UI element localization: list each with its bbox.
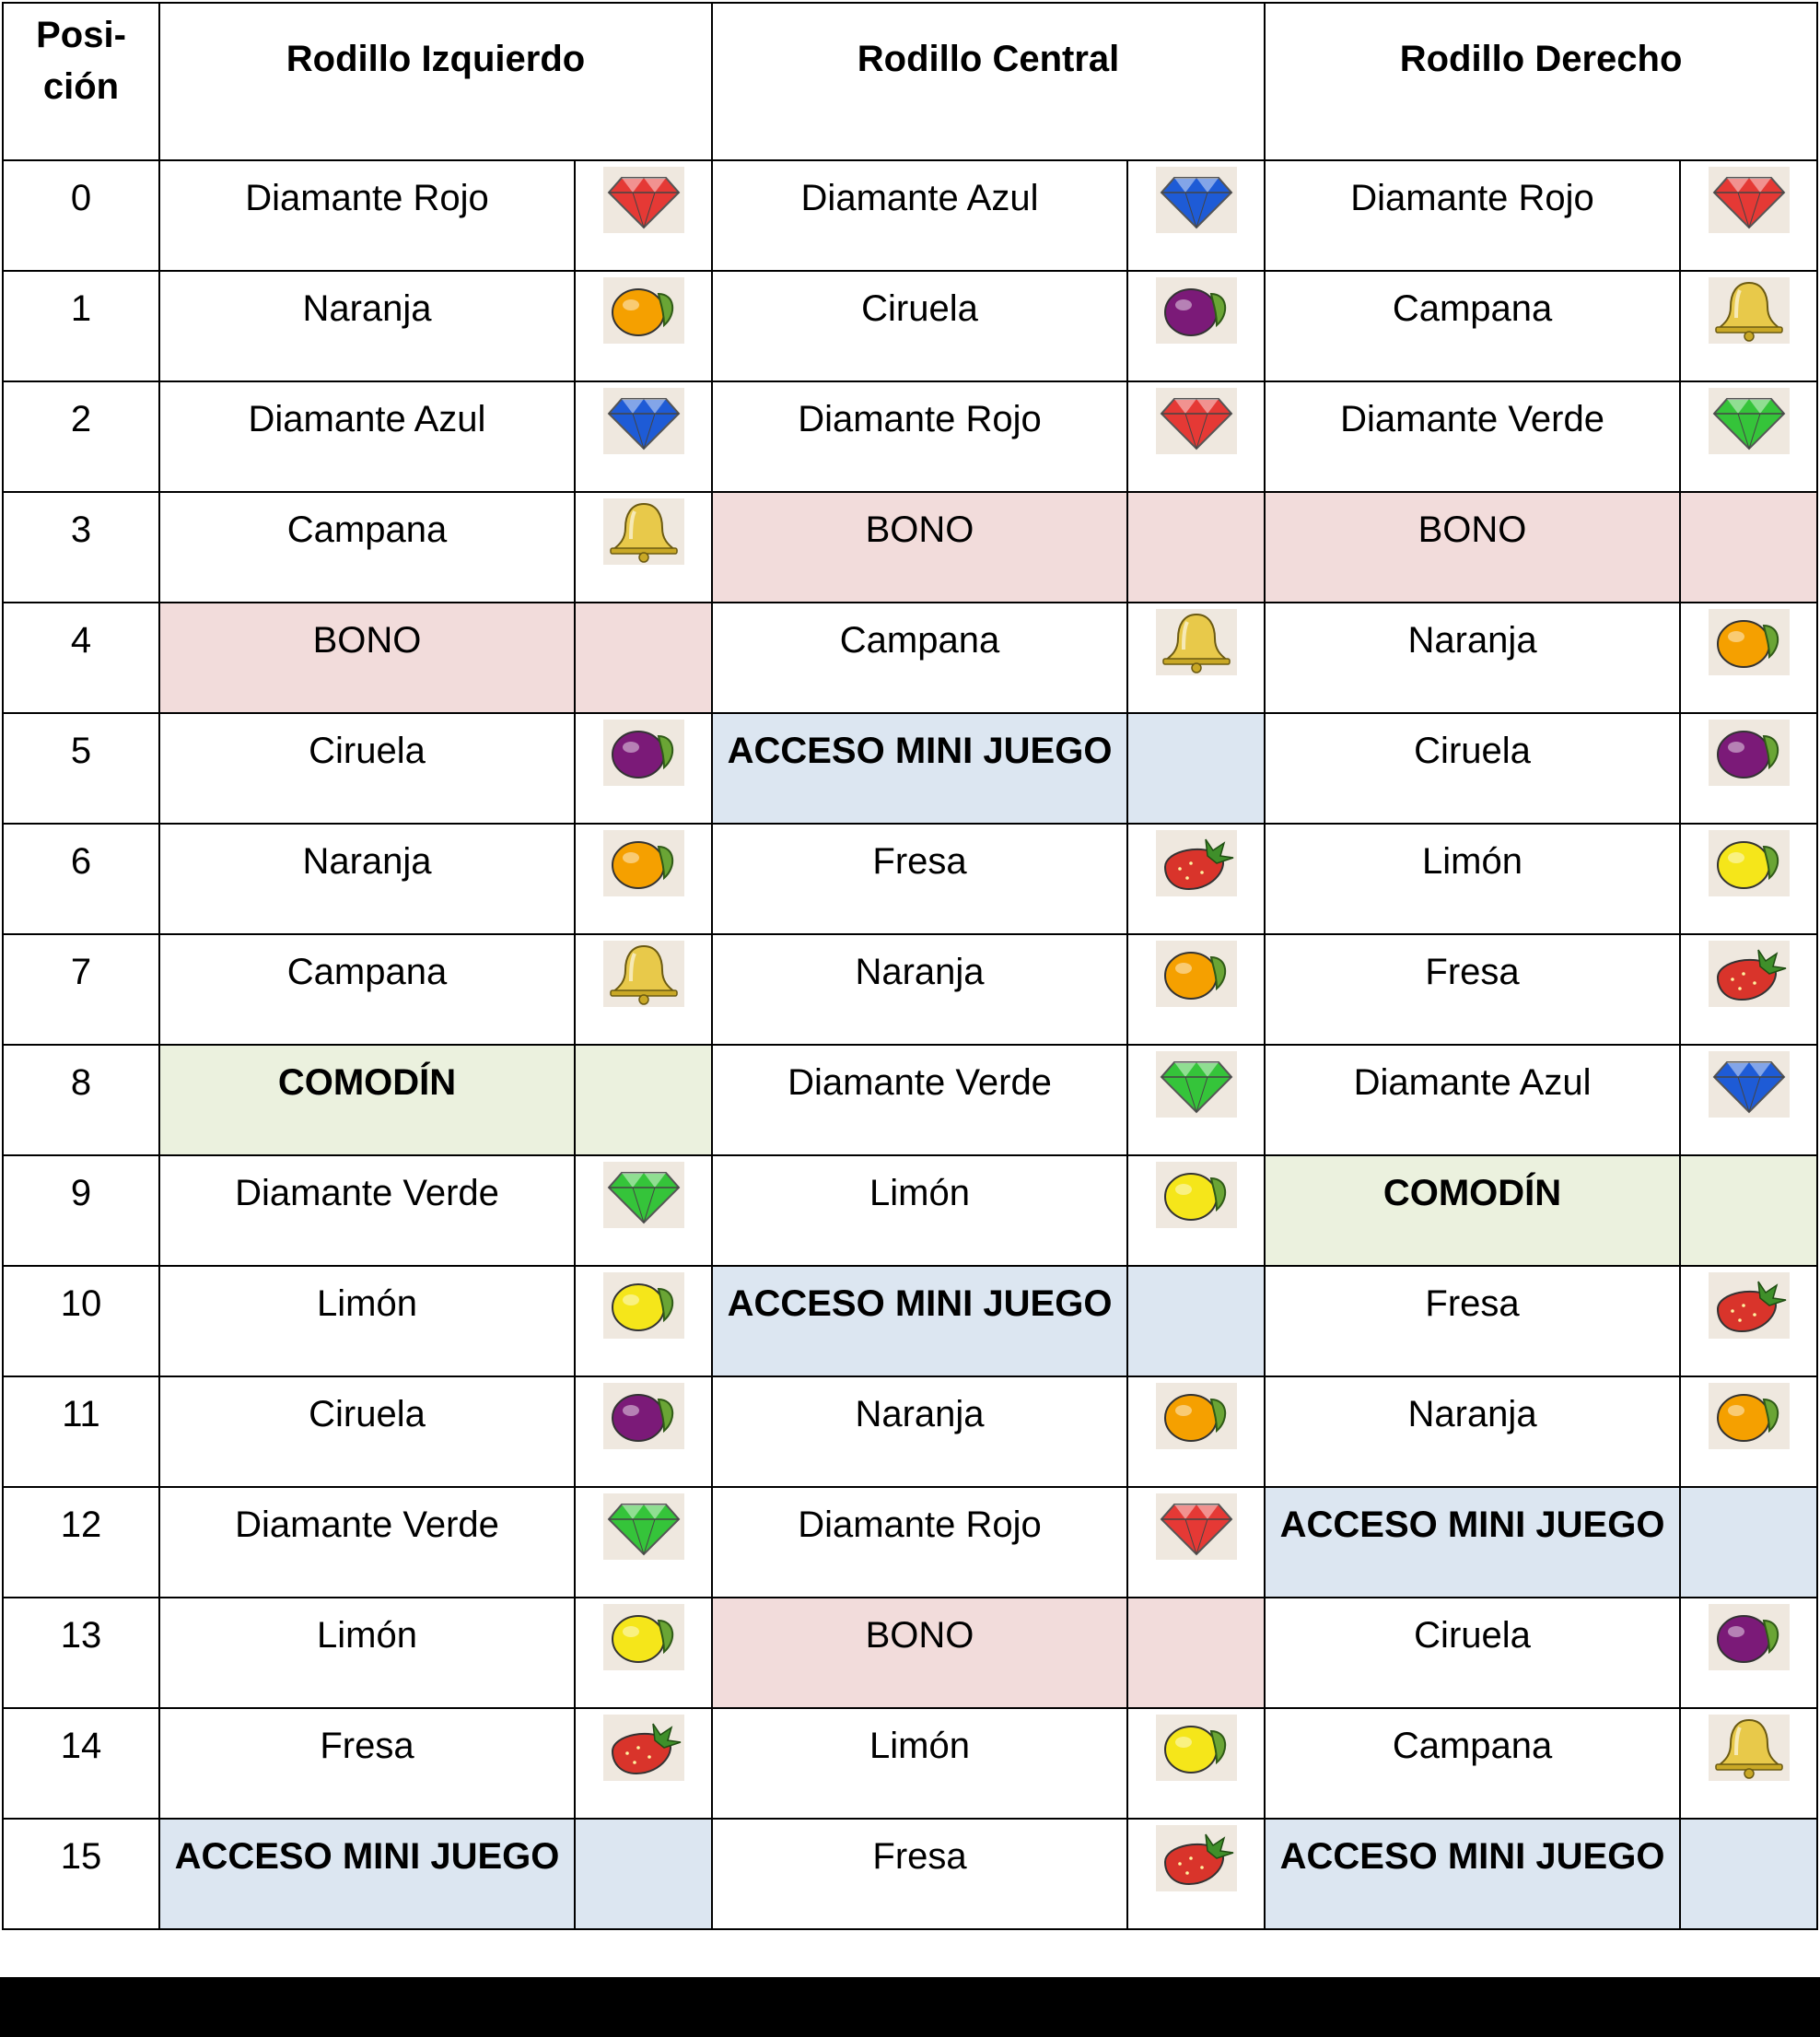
right-reel-symbol-cell	[1265, 160, 1680, 271]
right-reel-icon-cell	[1680, 1266, 1817, 1376]
right-reel-symbol-label: Diamante Verde	[1340, 399, 1604, 439]
table-row	[3, 1376, 1817, 1487]
left-reel-symbol-label: Naranja	[302, 288, 432, 329]
table-row	[3, 934, 1817, 1045]
center-reel-symbol-label: ACCESO MINI JUEGO	[727, 731, 1113, 771]
center-reel-symbol-label: Campana	[839, 620, 1000, 661]
fresa-icon	[603, 1715, 684, 1781]
position-header-label: Posi- ción	[36, 15, 126, 107]
table-row	[3, 381, 1817, 492]
right-reel-symbol-label: BONO	[1418, 509, 1527, 550]
right-reel-symbol-cell	[1265, 934, 1680, 1045]
left-reel-icon-cell	[575, 1376, 712, 1487]
left-reel-symbol-cell	[159, 492, 575, 603]
position-cell	[3, 1487, 159, 1598]
position-cell	[3, 824, 159, 934]
diamante-rojo-icon	[1156, 1493, 1237, 1560]
right-reel-symbol-label: Ciruela	[1414, 731, 1531, 771]
position-number: 1	[70, 288, 92, 329]
left-reel-icon-cell	[575, 934, 712, 1045]
right-reel-symbol-cell	[1265, 1487, 1680, 1598]
left-reel-icon-cell	[575, 1045, 712, 1155]
right-reel-icon-cell	[1680, 1376, 1817, 1487]
table-row	[3, 271, 1817, 381]
left-reel-symbol-label: BONO	[312, 620, 422, 661]
table-header-row	[3, 3, 1817, 160]
left-reel-icon-cell	[575, 1598, 712, 1708]
center-reel-symbol-label: Limón	[869, 1726, 970, 1766]
table-row	[3, 492, 1817, 603]
left-reel-symbol-label: Campana	[286, 509, 448, 550]
left-reel-icon-cell	[575, 381, 712, 492]
ciruela-icon	[603, 1383, 684, 1449]
right-reel-symbol-cell	[1265, 1819, 1680, 1929]
right-reel-icon-cell	[1680, 713, 1817, 824]
limon-icon	[603, 1272, 684, 1339]
left-reel-symbol-cell	[159, 160, 575, 271]
table-row	[3, 1266, 1817, 1376]
right-reel-icon-cell	[1680, 1155, 1817, 1266]
right-reel-symbol-label: Ciruela	[1414, 1615, 1531, 1656]
left-reel-symbol-cell	[159, 934, 575, 1045]
center-reel-symbol-cell	[712, 1598, 1127, 1708]
right-reel-header-label: Rodillo Derecho	[1399, 39, 1683, 79]
footer-bar	[0, 1977, 1820, 2037]
center-reel-icon-cell	[1127, 1708, 1265, 1819]
right-reel-symbol-cell	[1265, 1266, 1680, 1376]
center-reel-symbol-label: Ciruela	[861, 288, 978, 329]
table-row	[3, 1598, 1817, 1708]
right-reel-symbol-cell	[1265, 603, 1680, 713]
position-number: 4	[70, 620, 92, 661]
naranja-icon	[603, 830, 684, 896]
table-row	[3, 1155, 1817, 1266]
left-reel-header-label: Rodillo Izquierdo	[286, 39, 586, 79]
left-reel-symbol-cell	[159, 1155, 575, 1266]
left-reel-symbol-label: Naranja	[302, 841, 432, 882]
center-reel-icon-cell	[1127, 492, 1265, 603]
center-reel-symbol-label: Diamante Rojo	[798, 399, 1042, 439]
table-row	[3, 1708, 1817, 1819]
left-reel-icon-cell	[575, 603, 712, 713]
center-reel-header-label: Rodillo Central	[857, 39, 1120, 79]
fresa-icon	[1709, 941, 1790, 1007]
right-reel-symbol-cell	[1265, 713, 1680, 824]
right-reel-icon-cell	[1680, 934, 1817, 1045]
left-reel-symbol-label: Diamante Azul	[248, 399, 486, 439]
diamante-rojo-icon	[603, 167, 684, 233]
center-reel-symbol-label: ACCESO MINI JUEGO	[727, 1283, 1113, 1324]
center-reel-symbol-label: BONO	[865, 509, 974, 550]
ciruela-icon	[1156, 277, 1237, 344]
center-reel-symbol-cell	[712, 381, 1127, 492]
left-reel-symbol-label: Diamante Verde	[235, 1504, 499, 1545]
center-reel-symbol-cell	[712, 934, 1127, 1045]
right-reel-symbol-label: COMODÍN	[1382, 1173, 1562, 1213]
left-reel-symbol-cell	[159, 1598, 575, 1708]
center-reel-symbol-label: Diamante Verde	[788, 1062, 1052, 1103]
table-row	[3, 1487, 1817, 1598]
left-reel-icon-cell	[575, 160, 712, 271]
center-reel-symbol-cell	[712, 160, 1127, 271]
diamante-verde-icon	[1709, 388, 1790, 454]
center-reel-symbol-label: Diamante Azul	[800, 178, 1039, 218]
center-reel-symbol-label: Naranja	[855, 1394, 985, 1434]
left-reel-symbol-cell	[159, 824, 575, 934]
center-reel-symbol-label: BONO	[865, 1615, 974, 1656]
diamante-verde-icon	[603, 1162, 684, 1228]
limon-icon	[1156, 1715, 1237, 1781]
left-reel-icon-cell	[575, 271, 712, 381]
left-reel-symbol-cell	[159, 713, 575, 824]
right-reel-symbol-label: ACCESO MINI JUEGO	[1279, 1836, 1665, 1877]
diamante-azul-icon	[1709, 1051, 1790, 1118]
position-number: 14	[60, 1726, 102, 1766]
center-reel-icon-cell	[1127, 824, 1265, 934]
center-reel-symbol-cell	[712, 1708, 1127, 1819]
position-cell	[3, 271, 159, 381]
naranja-icon	[1156, 1383, 1237, 1449]
table-row	[3, 824, 1817, 934]
center-reel-symbol-cell	[712, 1266, 1127, 1376]
right-reel-symbol-label: ACCESO MINI JUEGO	[1279, 1504, 1665, 1545]
center-reel-symbol-cell	[712, 1155, 1127, 1266]
position-number: 0	[70, 178, 92, 218]
left-reel-icon-cell	[575, 824, 712, 934]
right-reel-symbol-cell	[1265, 1155, 1680, 1266]
right-reel-icon-cell	[1680, 1045, 1817, 1155]
diamante-azul-icon	[603, 388, 684, 454]
position-number: 11	[62, 1394, 100, 1434]
right-reel-symbol-label: Campana	[1392, 288, 1553, 329]
center-reel-icon-cell	[1127, 713, 1265, 824]
right-reel-icon-cell	[1680, 1487, 1817, 1598]
left-reel-symbol-label: Campana	[286, 952, 448, 992]
right-reel-symbol-cell	[1265, 271, 1680, 381]
left-reel-symbol-cell	[159, 1487, 575, 1598]
center-reel-symbol-cell	[712, 603, 1127, 713]
left-reel-icon-cell	[575, 1819, 712, 1929]
right-reel-icon-cell	[1680, 160, 1817, 271]
center-reel-icon-cell	[1127, 1266, 1265, 1376]
left-reel-symbol-cell	[159, 1376, 575, 1487]
left-reel-symbol-cell	[159, 1045, 575, 1155]
table-row	[3, 160, 1817, 271]
right-reel-icon-cell	[1680, 381, 1817, 492]
fresa-icon	[1156, 1825, 1237, 1891]
limon-icon	[603, 1604, 684, 1670]
table-row	[3, 603, 1817, 713]
right-reel-icon-cell	[1680, 824, 1817, 934]
position-cell	[3, 1376, 159, 1487]
diamante-verde-icon	[1156, 1051, 1237, 1118]
position-number: 13	[60, 1615, 102, 1656]
right-reel-symbol-label: Campana	[1392, 1726, 1553, 1766]
center-reel-icon-cell	[1127, 160, 1265, 271]
position-cell	[3, 713, 159, 824]
center-reel-icon-cell	[1127, 1376, 1265, 1487]
right-reel-symbol-label: Naranja	[1407, 620, 1537, 661]
left-reel-symbol-label: COMODÍN	[277, 1062, 457, 1103]
left-reel-header	[159, 3, 712, 160]
position-cell	[3, 1266, 159, 1376]
campana-icon	[1156, 609, 1237, 675]
center-reel-symbol-cell	[712, 1045, 1127, 1155]
right-reel-symbol-cell	[1265, 381, 1680, 492]
position-number: 15	[60, 1836, 102, 1877]
naranja-icon	[603, 277, 684, 344]
center-reel-symbol-cell	[712, 1487, 1127, 1598]
right-reel-symbol-label: Naranja	[1407, 1394, 1537, 1434]
right-reel-header	[1265, 3, 1817, 160]
left-reel-symbol-cell	[159, 1819, 575, 1929]
ciruela-icon	[603, 720, 684, 786]
left-reel-symbol-label: Ciruela	[309, 1394, 426, 1434]
center-reel-symbol-cell	[712, 271, 1127, 381]
right-reel-icon-cell	[1680, 1598, 1817, 1708]
left-reel-symbol-label: ACCESO MINI JUEGO	[174, 1836, 560, 1877]
left-reel-icon-cell	[575, 1155, 712, 1266]
footer-bar-edge	[1791, 1977, 1820, 2037]
left-reel-symbol-cell	[159, 271, 575, 381]
right-reel-symbol-cell	[1265, 492, 1680, 603]
left-reel-icon-cell	[575, 1266, 712, 1376]
right-reel-symbol-cell	[1265, 1708, 1680, 1819]
position-cell	[3, 1708, 159, 1819]
position-cell	[3, 492, 159, 603]
position-number: 6	[70, 841, 92, 882]
right-reel-symbol-label: Diamante Rojo	[1350, 178, 1594, 218]
right-reel-symbol-cell	[1265, 824, 1680, 934]
position-cell	[3, 1045, 159, 1155]
center-reel-symbol-label: Diamante Rojo	[798, 1504, 1042, 1545]
right-reel-symbol-cell	[1265, 1376, 1680, 1487]
center-reel-symbol-cell	[712, 713, 1127, 824]
position-number: 10	[60, 1283, 102, 1324]
center-reel-icon-cell	[1127, 1155, 1265, 1266]
right-reel-icon-cell	[1680, 271, 1817, 381]
right-reel-symbol-label: Fresa	[1425, 1283, 1520, 1324]
limon-icon	[1156, 1162, 1237, 1228]
limon-icon	[1709, 830, 1790, 896]
left-reel-symbol-label: Diamante Rojo	[245, 178, 489, 218]
center-reel-icon-cell	[1127, 381, 1265, 492]
position-number: 9	[70, 1173, 92, 1213]
center-reel-symbol-cell	[712, 492, 1127, 603]
right-reel-icon-cell	[1680, 492, 1817, 603]
table-body	[3, 160, 1817, 1929]
position-column-header	[3, 3, 159, 160]
right-reel-symbol-cell	[1265, 1598, 1680, 1708]
left-reel-symbol-cell	[159, 381, 575, 492]
center-reel-symbol-label: Fresa	[872, 1836, 967, 1877]
left-reel-icon-cell	[575, 1708, 712, 1819]
position-number: 8	[70, 1062, 92, 1103]
position-number: 5	[70, 731, 92, 771]
naranja-icon	[1156, 941, 1237, 1007]
campana-icon	[603, 498, 684, 565]
table-row	[3, 1819, 1817, 1929]
position-number: 2	[70, 399, 92, 439]
naranja-icon	[1709, 1383, 1790, 1449]
campana-icon	[603, 941, 684, 1007]
right-reel-symbol-label: Limón	[1422, 841, 1522, 882]
center-reel-icon-cell	[1127, 1819, 1265, 1929]
position-number: 12	[60, 1504, 102, 1545]
campana-icon	[1709, 1715, 1790, 1781]
right-reel-symbol-cell	[1265, 1045, 1680, 1155]
table-row	[3, 713, 1817, 824]
diamante-verde-icon	[603, 1493, 684, 1560]
position-number: 3	[70, 509, 92, 550]
center-reel-symbol-cell	[712, 1819, 1127, 1929]
center-reel-icon-cell	[1127, 1487, 1265, 1598]
left-reel-symbol-cell	[159, 1708, 575, 1819]
center-reel-icon-cell	[1127, 271, 1265, 381]
position-cell	[3, 1155, 159, 1266]
center-reel-header	[712, 3, 1265, 160]
right-reel-icon-cell	[1680, 1819, 1817, 1929]
left-reel-icon-cell	[575, 1487, 712, 1598]
position-cell	[3, 934, 159, 1045]
left-reel-symbol-label: Limón	[317, 1283, 417, 1324]
right-reel-icon-cell	[1680, 603, 1817, 713]
diamante-azul-icon	[1156, 167, 1237, 233]
reel-symbol-table	[2, 2, 1818, 1930]
center-reel-symbol-cell	[712, 824, 1127, 934]
left-reel-symbol-cell	[159, 1266, 575, 1376]
position-cell	[3, 160, 159, 271]
center-reel-symbol-label: Naranja	[855, 952, 985, 992]
fresa-icon	[1156, 830, 1237, 896]
position-cell	[3, 1598, 159, 1708]
position-number: 7	[70, 952, 92, 992]
table-row	[3, 1045, 1817, 1155]
left-reel-icon-cell	[575, 492, 712, 603]
left-reel-icon-cell	[575, 713, 712, 824]
left-reel-symbol-label: Fresa	[320, 1726, 414, 1766]
left-reel-symbol-label: Ciruela	[309, 731, 426, 771]
right-reel-icon-cell	[1680, 1708, 1817, 1819]
ciruela-icon	[1709, 1604, 1790, 1670]
diamante-rojo-icon	[1156, 388, 1237, 454]
left-reel-symbol-cell	[159, 603, 575, 713]
center-reel-icon-cell	[1127, 934, 1265, 1045]
campana-icon	[1709, 277, 1790, 344]
left-reel-symbol-label: Limón	[317, 1615, 417, 1656]
ciruela-icon	[1709, 720, 1790, 786]
diamante-rojo-icon	[1709, 167, 1790, 233]
center-reel-icon-cell	[1127, 603, 1265, 713]
right-reel-symbol-label: Fresa	[1425, 952, 1520, 992]
naranja-icon	[1709, 609, 1790, 675]
right-reel-symbol-label: Diamante Azul	[1353, 1062, 1592, 1103]
center-reel-symbol-cell	[712, 1376, 1127, 1487]
center-reel-icon-cell	[1127, 1045, 1265, 1155]
position-cell	[3, 1819, 159, 1929]
center-reel-icon-cell	[1127, 1598, 1265, 1708]
center-reel-symbol-label: Fresa	[872, 841, 967, 882]
center-reel-symbol-label: Limón	[869, 1173, 970, 1213]
position-cell	[3, 603, 159, 713]
fresa-icon	[1709, 1272, 1790, 1339]
left-reel-symbol-label: Diamante Verde	[235, 1173, 499, 1213]
position-cell	[3, 381, 159, 492]
